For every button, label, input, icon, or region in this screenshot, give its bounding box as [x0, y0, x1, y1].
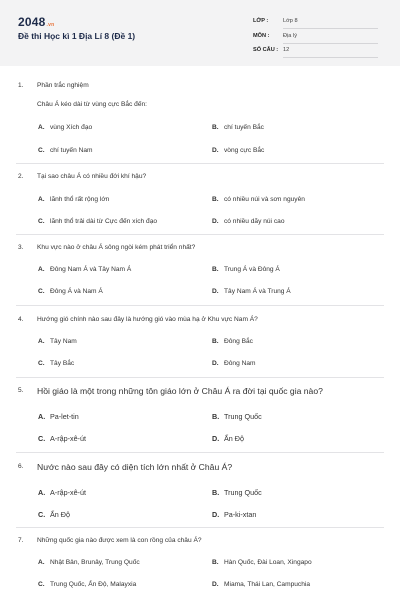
divider: [16, 452, 384, 453]
meta-underline: [283, 28, 378, 29]
divider: [16, 377, 384, 378]
option-c[interactable]: [38, 581, 136, 588]
option-text: Trung Quốc: [224, 412, 262, 421]
option-a[interactable]: [38, 124, 92, 131]
option-text: Pa-let-tin: [50, 412, 79, 421]
option-letter: C.: [38, 218, 45, 225]
logo-suffix: .vn: [46, 22, 55, 28]
divider: [16, 527, 384, 528]
option-text: Hàn Quốc, Đài Loan, Xingapo: [224, 559, 312, 566]
question-number: 6.: [18, 463, 24, 470]
option-letter: B.: [212, 559, 219, 566]
logo-text: 2048: [18, 15, 46, 29]
option-text: chí tuyến Nam: [50, 147, 93, 154]
option-c[interactable]: [38, 288, 103, 295]
option-text: A-rập-xê-út: [50, 488, 86, 497]
meta-value: 12: [283, 47, 290, 53]
option-letter: B.: [212, 488, 220, 497]
question-number: 7.: [18, 537, 24, 544]
option-text: có nhiều núi và sơn nguyên: [224, 196, 305, 203]
option-letter: A.: [38, 338, 45, 345]
question-number: 1.: [18, 82, 24, 89]
section-heading: Phần trắc nghiệm: [37, 82, 89, 89]
option-b[interactable]: [212, 196, 305, 203]
option-d[interactable]: [212, 581, 310, 588]
question-number: 4.: [18, 316, 24, 323]
question-text: Hướng gió chính nào sau đây là hướng gió vào mùa hạ ở Khu vực Nam Á?: [37, 316, 258, 323]
option-text: Đông Nam: [224, 360, 256, 367]
question-text: Nước nào sau đây có diện tích lớn nhất ở Châu Á?: [37, 462, 233, 472]
option-letter: D.: [212, 360, 219, 367]
option-c[interactable]: [38, 147, 93, 154]
meta-value: Lớp 8: [283, 18, 298, 24]
option-text: A-rập-xê-út: [50, 434, 86, 443]
option-letter: D.: [212, 147, 219, 154]
option-d[interactable]: [212, 360, 256, 367]
option-text: Nhật Bản, Brunây, Trung Quốc: [50, 559, 140, 566]
exam-title: Đề thi Học kì 1 Địa Lí 8 (Đề 1): [18, 31, 136, 41]
meta-label: LỚP :: [253, 18, 269, 24]
option-letter: C.: [38, 434, 46, 443]
site-logo[interactable]: [18, 15, 54, 29]
option-text: Miama, Thái Lan, Campuchia: [224, 581, 311, 588]
option-text: Trung Quốc: [224, 488, 262, 497]
meta-count: [253, 47, 378, 60]
option-letter: C.: [38, 581, 45, 588]
option-letter: B.: [212, 196, 219, 203]
option-c[interactable]: [38, 360, 74, 367]
option-text: Trung Quốc, Ấn Độ, Malayxia: [50, 581, 137, 588]
question-text: Châu Á kéo dài từ vùng cực Bắc đến:: [37, 101, 147, 108]
divider: [16, 234, 384, 235]
question-text: Tại sao châu Á có nhiều đới khí hậu?: [37, 173, 147, 180]
option-letter: A.: [38, 266, 45, 273]
option-b[interactable]: [212, 338, 253, 345]
meta-underline: [283, 43, 378, 44]
option-c[interactable]: [38, 434, 86, 443]
option-d[interactable]: [212, 434, 244, 443]
option-letter: D.: [212, 510, 220, 519]
option-letter: D.: [212, 218, 219, 225]
option-letter: D.: [212, 581, 219, 588]
option-letter: C.: [38, 288, 45, 295]
option-letter: B.: [212, 412, 220, 421]
option-letter: C.: [38, 147, 45, 154]
option-text: Tây Nam: [50, 338, 77, 345]
question-number: 2.: [18, 173, 24, 180]
option-b[interactable]: [212, 412, 262, 421]
option-letter: B.: [212, 124, 219, 131]
option-letter: B.: [212, 338, 219, 345]
option-text: Pa-ki-xtan: [224, 510, 257, 519]
question-text: Khu vực nào ở châu Á sông ngòi kém phát triển nhất?: [37, 244, 196, 251]
option-letter: D.: [212, 434, 220, 443]
option-text: Tây Bắc: [50, 360, 75, 367]
option-letter: A.: [38, 412, 46, 421]
option-b[interactable]: [212, 488, 262, 497]
option-text: Trung Á và Đông Á: [224, 266, 280, 273]
option-text: Đông Á và Nam Á: [50, 288, 103, 295]
option-c[interactable]: [38, 510, 70, 519]
option-b[interactable]: [212, 124, 264, 131]
option-a[interactable]: [38, 196, 109, 203]
option-b[interactable]: [212, 559, 312, 566]
option-a[interactable]: [38, 338, 77, 345]
option-text: Ấn Độ: [224, 434, 244, 443]
option-letter: D.: [212, 288, 219, 295]
option-d[interactable]: [212, 288, 291, 295]
option-text: vùng Xích đạo: [50, 124, 93, 131]
option-c[interactable]: [38, 218, 157, 225]
meta-label: MÔN :: [253, 33, 270, 39]
option-text: có nhiều dãy núi cao: [224, 218, 285, 225]
option-letter: A.: [38, 559, 45, 566]
option-text: chí tuyến Bắc: [224, 124, 264, 131]
option-text: vòng cực Bắc: [224, 147, 265, 154]
option-text: lãnh thổ trải dài từ Cực đến xích đạo: [50, 218, 158, 225]
question-number: 3.: [18, 244, 24, 251]
option-a[interactable]: [38, 559, 140, 566]
exam-header: [0, 0, 400, 66]
option-letter: A.: [38, 488, 46, 497]
option-d[interactable]: [212, 147, 264, 154]
option-d[interactable]: [212, 510, 256, 519]
option-text: Đông Bắc: [224, 338, 253, 345]
option-text: Tây Nam Á và Trung Á: [224, 288, 291, 295]
question-text: Hồi giáo là một trong những tôn giáo lớn ở Châu Á ra đời tại quốc gia nào?: [37, 386, 323, 396]
meta-label: SỐ CÂU :: [253, 47, 279, 53]
option-b[interactable]: [212, 266, 280, 273]
meta-subject: [253, 33, 378, 46]
option-text: Ấn Độ: [50, 510, 70, 519]
option-letter: C.: [38, 360, 45, 367]
meta-value: Địa lý: [283, 33, 297, 39]
meta-underline: [283, 57, 378, 58]
option-d[interactable]: [212, 218, 285, 225]
option-letter: B.: [212, 266, 219, 273]
meta-class: [253, 18, 378, 31]
option-a[interactable]: [38, 412, 79, 421]
option-text: Đông Nam Á và Tây Nam Á: [50, 266, 132, 273]
question-text: Những quốc gia nào được xem là con rồng của châu Á?: [37, 537, 202, 544]
option-text: lãnh thổ rất rộng lớn: [50, 196, 110, 203]
option-a[interactable]: [38, 488, 86, 497]
option-letter: C.: [38, 510, 46, 519]
option-letter: A.: [38, 124, 45, 131]
option-letter: A.: [38, 196, 45, 203]
option-a[interactable]: [38, 266, 131, 273]
question-number: 5.: [18, 387, 24, 394]
divider: [16, 163, 384, 164]
divider: [16, 305, 384, 306]
